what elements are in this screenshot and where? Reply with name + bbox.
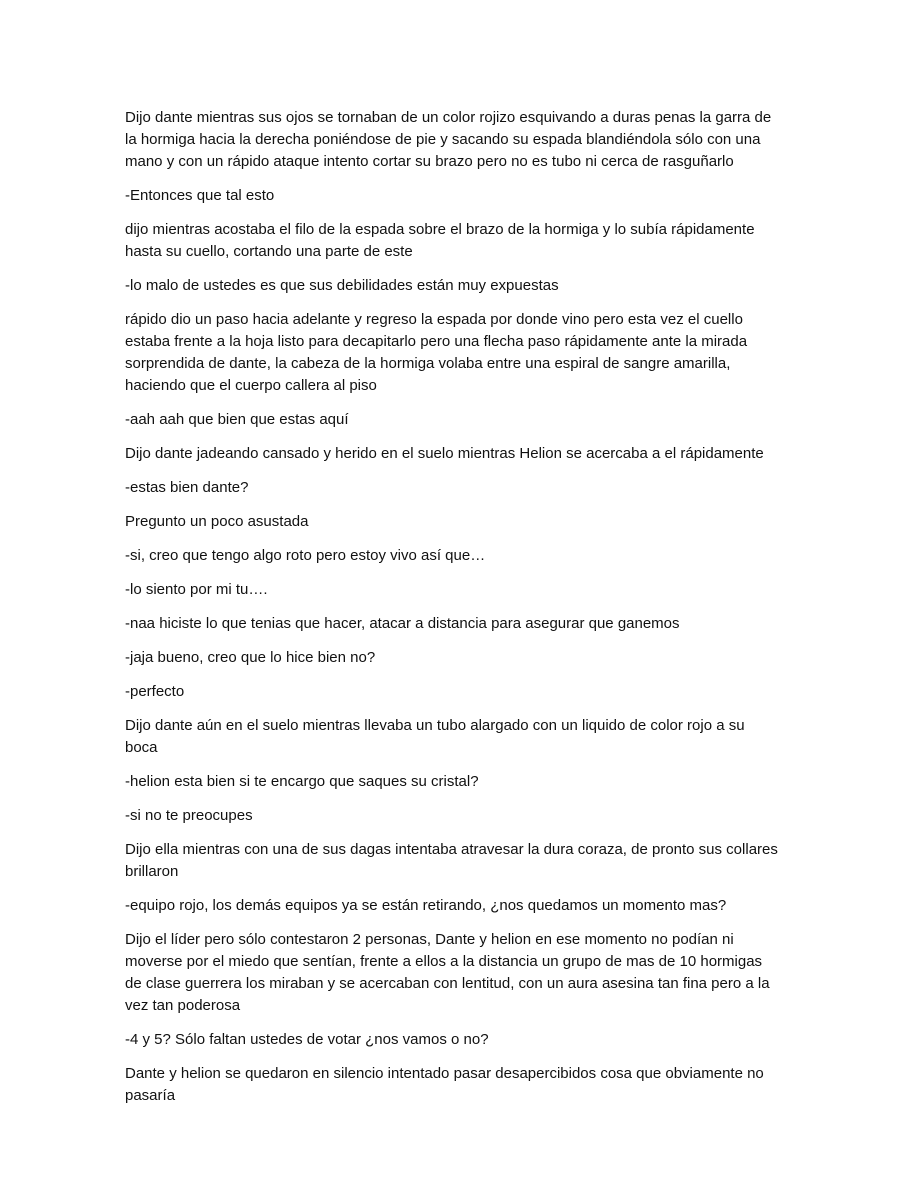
paragraph: -aah aah que bien que estas aquí [125,411,349,428]
paragraph: Dijo ella mientras con una de sus dagas intentaba atravesar la dura coraza, de pronto sus collares brillaron [125,841,778,880]
paragraph: -equipo rojo, los demás equipos ya se están retirando, ¿nos quedamos un momento mas? [125,897,727,914]
document-body [125,107,780,1119]
paragraph: -Entonces que tal esto [125,187,275,204]
paragraph: rápido dio un paso hacia adelante y regreso la espada por donde vino pero esta vez el cuello estaba frente a la hoja listo para decapitarlo pero una flecha paso rápidamente ante la mirada sorprendida de dante, la cabeza de la hormiga volaba entre una espiral de sangre amarilla, haciendo que el cuerpo callera al piso [125,311,748,394]
paragraph: -lo siento por mi tu…. [125,581,268,598]
paragraph: Dijo el líder pero sólo contestaron 2 personas, Dante y helion en ese momento no podían ni moverse por el miedo que sentían, frente a ellos a la distancia un grupo de mas de 10 hormigas de clase guerrera los miraban y se acercaban con lentitud, con un aura asesina tan fina pero a la vez tan poderosa [125,931,770,1014]
paragraph: Pregunto un poco asustada [125,513,309,530]
paragraph: Dijo dante mientras sus ojos se tornaban de un color rojizo esquivando a duras penas la garra de la hormiga hacia la derecha poniéndose de pie y sacando su espada blandiéndola sólo con una mano y con un rápido ataque intento cortar su brazo pero no es tubo ni cerca de rasguñarlo [125,109,772,170]
paragraph: Dijo dante jadeando cansado y herido en el suelo mientras Helion se acercaba a el rápidamente [125,445,764,462]
paragraph: -helion esta bien si te encargo que saques su cristal? [125,773,479,790]
paragraph: -naa hiciste lo que tenias que hacer, atacar a distancia para asegurar que ganemos [125,615,680,632]
paragraph: dijo mientras acostaba el filo de la espada sobre el brazo de la hormiga y lo subía rápidamente hasta su cuello, cortando una parte de este [125,221,755,260]
paragraph: -estas bien dante? [125,479,249,496]
paragraph: Dijo dante aún en el suelo mientras llevaba un tubo alargado con un liquido de color rojo a su boca [125,717,745,756]
paragraph: -lo malo de ustedes es que sus debilidades están muy expuestas [125,277,559,294]
paragraph: -jaja bueno, creo que lo hice bien no? [125,649,376,666]
paragraph: -si no te preocupes [125,807,253,824]
paragraph: -perfecto [125,683,185,700]
paragraph: -4 y 5? Sólo faltan ustedes de votar ¿nos vamos o no? [125,1031,489,1048]
paragraph: -si, creo que tengo algo roto pero estoy vivo así que… [125,547,486,564]
paragraph: Dante y helion se quedaron en silencio intentado pasar desapercibidos cosa que obviamente no pasaría [125,1065,764,1104]
